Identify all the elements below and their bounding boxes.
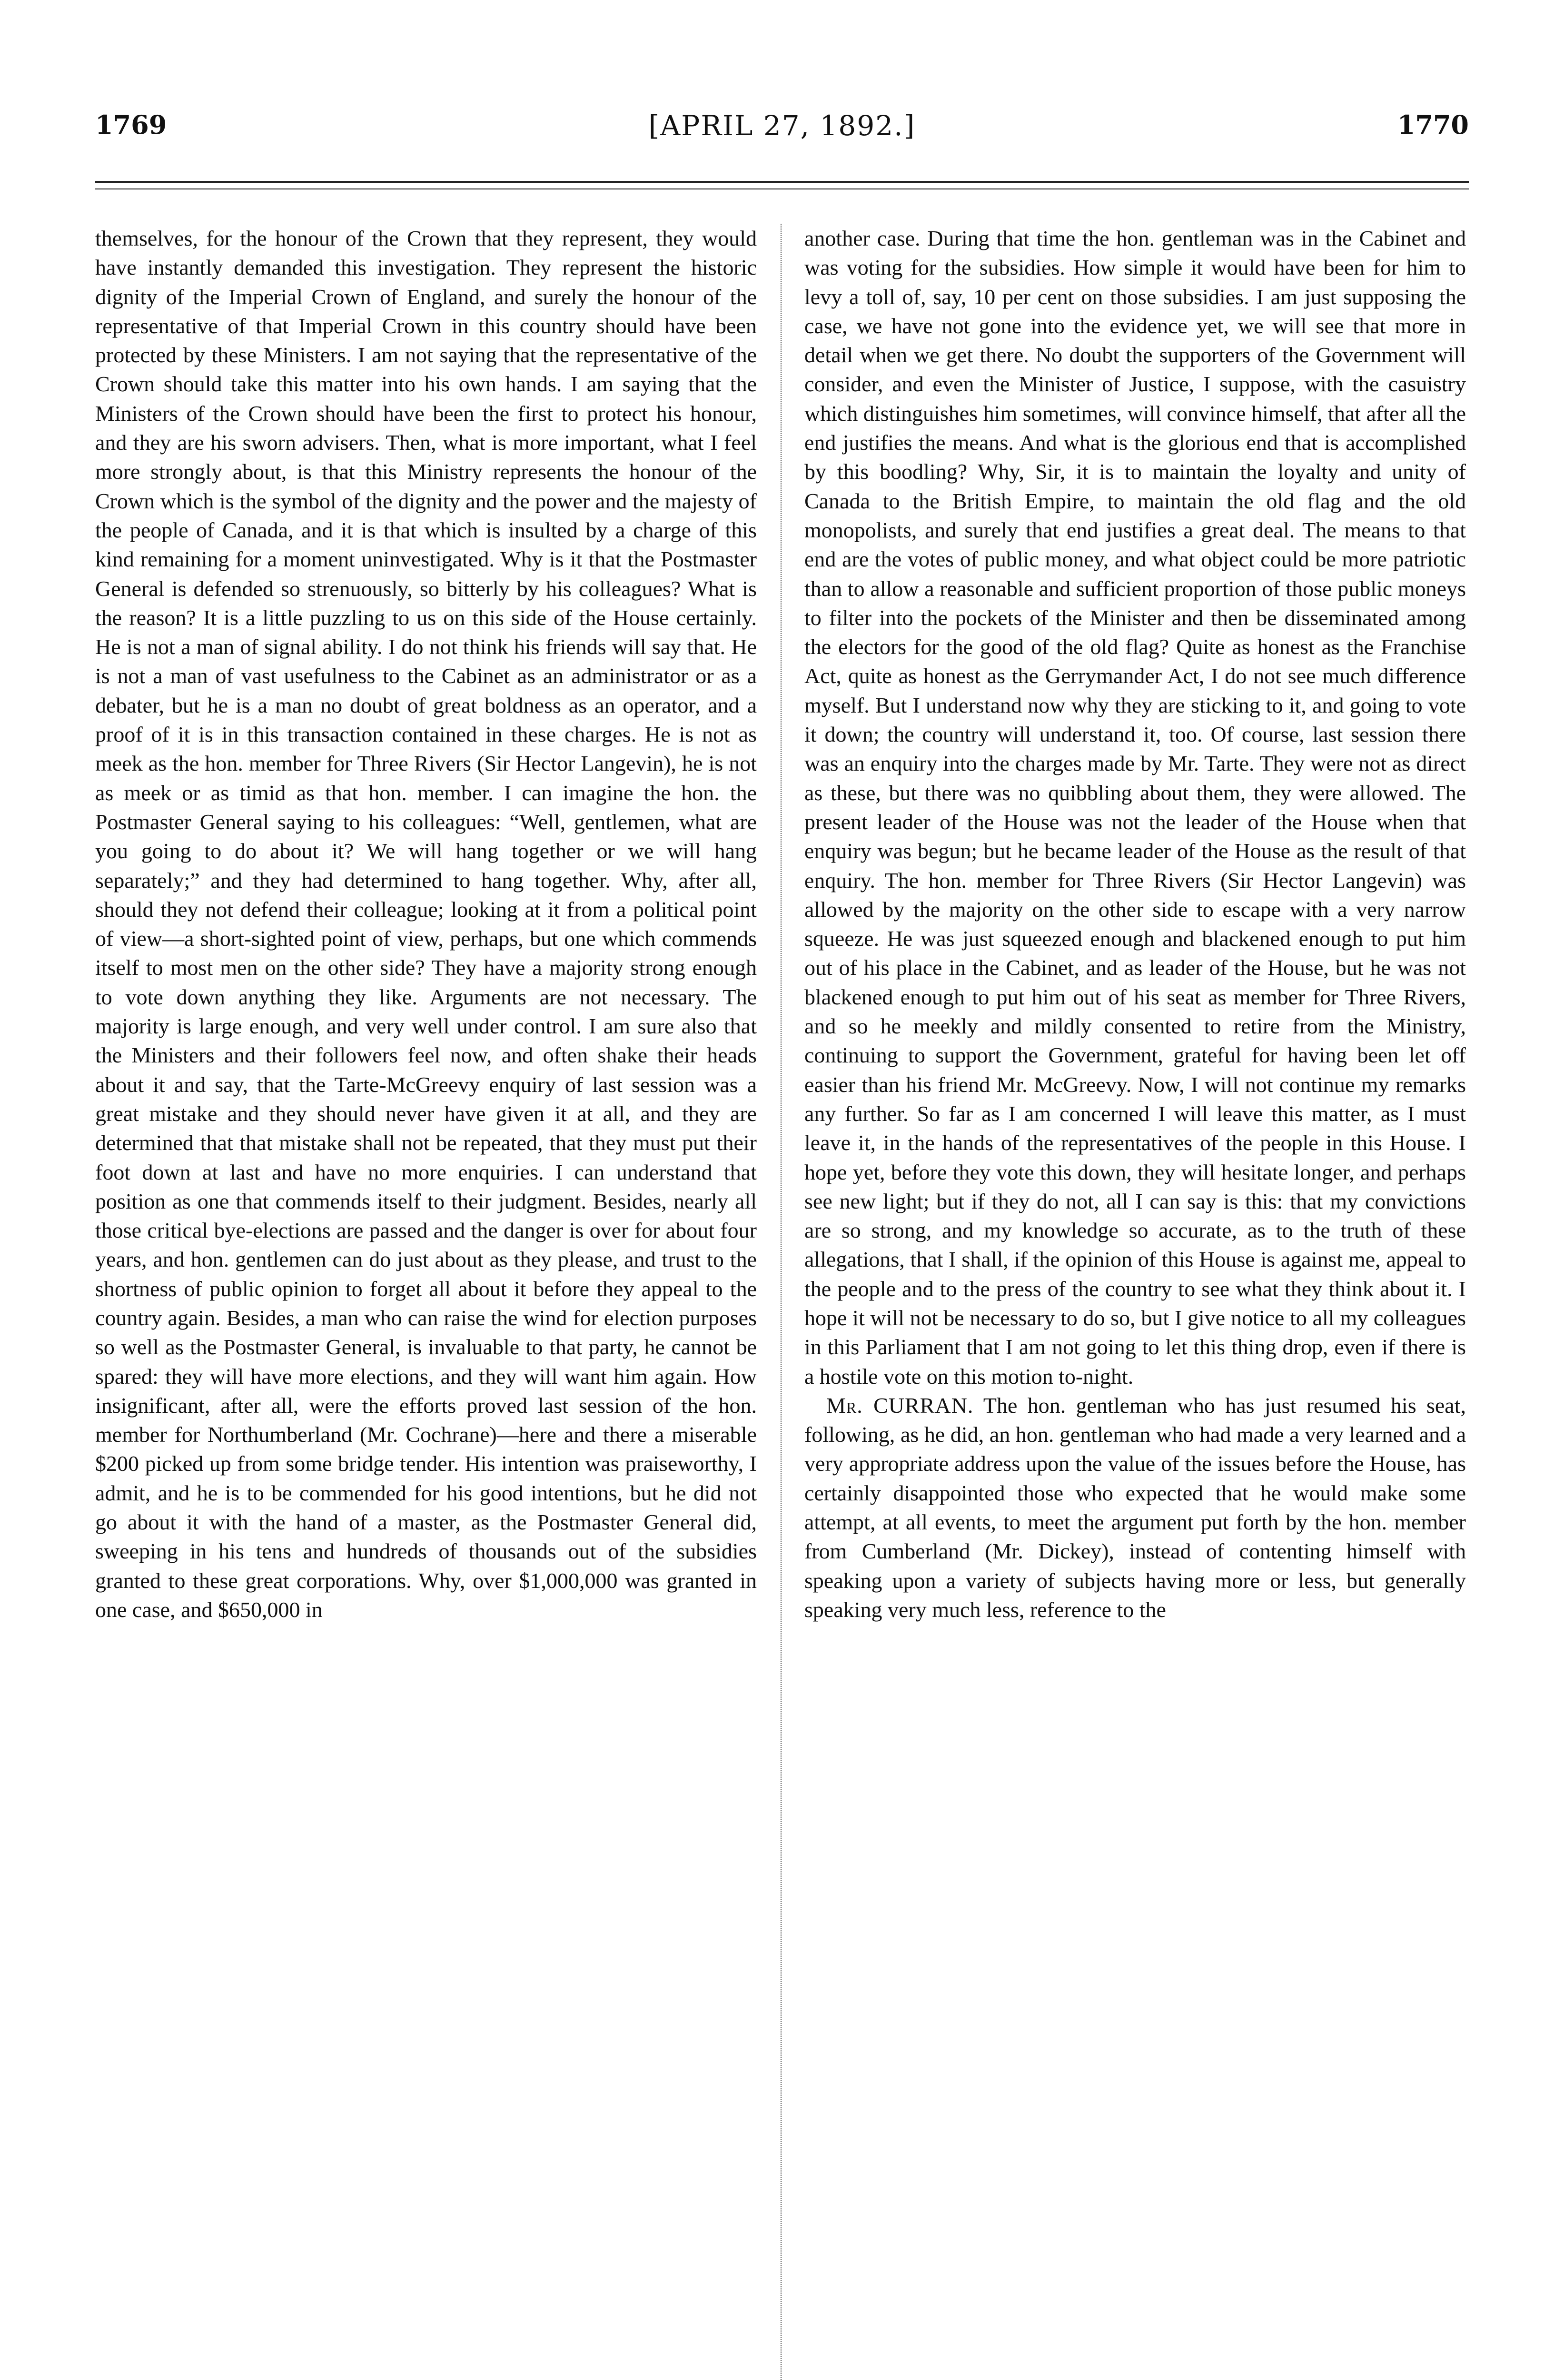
column-right	[804, 224, 1466, 2380]
speech-text: The hon. gentleman who has just resumed his seat, following, as he did, an hon. gentleman who had made a very learned and a very appropriate address upon the value of the issues before the House, has certainly disappointed those who expected that he would make some attempt, at all events, to meet the argument put forth by the hon. member from Cumberland (Mr. Dickey), instead of contenting himself with speaking upon a variety of subjects having more or less, but generally speaking very much less, reference to the	[804, 1393, 1466, 1622]
page-number-right: 1770	[1397, 109, 1469, 140]
column-divider	[781, 224, 782, 2380]
speaker-name: Mr. CURRAN.	[826, 1393, 974, 1418]
paragraph: another case. During that time the hon. gentleman was in the Cabinet and was voting for the subsidies. How simple it would have been for him to levy a toll of, say, 10 per cent on those subsidies. I am just supposing the case, we have not gone into the evidence yet, we will see that more in detail when we get there. No doubt the supporters of the Government will consider, and even the Minister of Justice, I suppose, with the casuistry which distinguishes him sometimes, will convince himself, that after all the end justifies the means. And what is the glorious end that is accomplished by this boodling? Why, Sir, it is to maintain the loyalty and unity of Canada to the British Empire, to maintain the old flag and the old monopolists, and surely that end justifies a great deal. The means to that end are the votes of public money, and what object could be more patriotic than to allow a reasonable and sufficient proportion of those public moneys to filter into the pockets of the Minister and then be disseminated among the electors for the good of the old flag? Quite as honest as the Franchise Act, quite as honest as the Gerrymander Act, I do not see much difference myself. But I understand now why they are sticking to it, and going to vote it down; the country will understand it, too. Of course, last session there was an enquiry into the charges made by Mr. Tarte. They were not as direct as these, but there was no quibbling about them, they were allowed. The present leader of the House was not the leader of the House when that enquiry was begun; but he became leader of the House as the result of that enquiry. The hon. member for Three Rivers (Sir Hector Langevin) was allowed by the majority on the other side to escape with a very narrow squeeze. He was just squeezed enough and blackened enough to put him out of his place in the Cabinet, and as leader of the House, but he was not blackened enough to put him out of his seat as member for Three Rivers, and so he meekly and mildly consented to retire from the Ministry, continuing to support the Government, grateful for having been let off easier than his friend Mr. McGreevy. Now, I will not continue my remarks any further. So far as I am concerned I will leave this matter, as I must leave it, in the hands of the representatives of the people in this House. I hope yet, before they vote this down, they will hesitate longer, and perhaps see new light; but if they do not, all I can say is this: that my convictions are so strong, and my knowledge so accurate, as to the truth of these allegations, that I shall, if the opinion of this House is against me, appeal to the people and to the press of the country to see what they think about it. I hope it will not be necessary to do so, but I give notice to all my colleagues in this Parliament that I am not going to let this thing drop, even if there is a hostile vote on this motion to-night.	[804, 226, 1466, 1388]
page-header	[95, 109, 1469, 152]
page-date: [APRIL 27, 1892.]	[648, 109, 916, 142]
speech-paragraph	[804, 1391, 1466, 1624]
column-left	[95, 224, 757, 2380]
header-rule-thin	[95, 188, 1469, 189]
text-columns	[95, 224, 1469, 2380]
page-number-left: 1769	[95, 109, 167, 140]
header-rule	[95, 181, 1469, 183]
paragraph: themselves, for the honour of the Crown that they represent, they would have instantly demanded this investigation. They represent the historic dignity of the Imperial Crown of England, and surely the honour of the representative of that Imperial Crown in this country should have been protected by these Ministers. I am not saying that the representative of the Crown should take this matter into his own hands. I am saying that the Ministers of the Crown should have been the first to protect his honour, and they are his sworn advisers. Then, what is more important, what I feel more strongly about, is that this Ministry represents the honour of the Crown which is the symbol of the dignity and the power and the majesty of the people of Canada, and it is that which is insulted by a charge of this kind remaining for a moment uninvestigated. Why is it that the Postmaster General is defended so strenuously, so bitterly by his colleagues? What is the reason? It is a little puzzling to us on this side of the House certainly. He is not a man of signal ability. I do not think his friends will say that. He is not a man of vast usefulness to the Cabinet as an administrator or as a debater, but he is a man no doubt of great boldness as an operator, and a proof of it is in this transaction contained in these charges. He is not as meek as the hon. member for Three Rivers (Sir Hector Langevin), he is not as meek or as timid as that hon. member. I can imagine the hon. the Postmaster General saying to his colleagues: “Well, gentlemen, what are you going to do about it? We will hang together or we will hang separately;” and they had determined to hang together. Why, after all, should they not defend their colleague; looking at it from a political point of view—a short-sighted point of view, perhaps, but one which commends itself to most men on the other side? They have a majority strong enough to vote down anything they like. Arguments are not necessary. The majority is large enough, and very well under control. I am sure also that the Ministers and their followers feel now, and often shake their heads about it and say, that the Tarte-McGreevy enquiry of last session was a great mistake and they should never have given it at all, and they are determined that that mistake shall not be repeated, that they must put their foot down at last and have no more enquiries. I can understand that position as one that commends itself to their judgment. Besides, nearly all those critical bye-elections are passed and the danger is over for about four years, and hon. gentlemen can do just about as they please, and trust to the shortness of public opinion to forget all about it before they appeal to the country again. Besides, a man who can raise the wind for election purposes so well as the Postmaster General, is invaluable to that party, he cannot be spared: they will have more elections, and they will want him again. How insignificant, after all, were the efforts proved last session of the hon. member for Northumberland (Mr. Cochrane)—here and there a miserable $200 picked up from some bridge tender. His intention was praiseworthy, I admit, and he is to be commended for his good intentions, but he did not go about it with the hand of a master, as the Postmaster General did, sweeping in his tens and hundreds of thousands out of the subsidies granted to these great corporations. Why, over $1,000,000 was granted in one case, and $650,000 in	[95, 226, 757, 1622]
